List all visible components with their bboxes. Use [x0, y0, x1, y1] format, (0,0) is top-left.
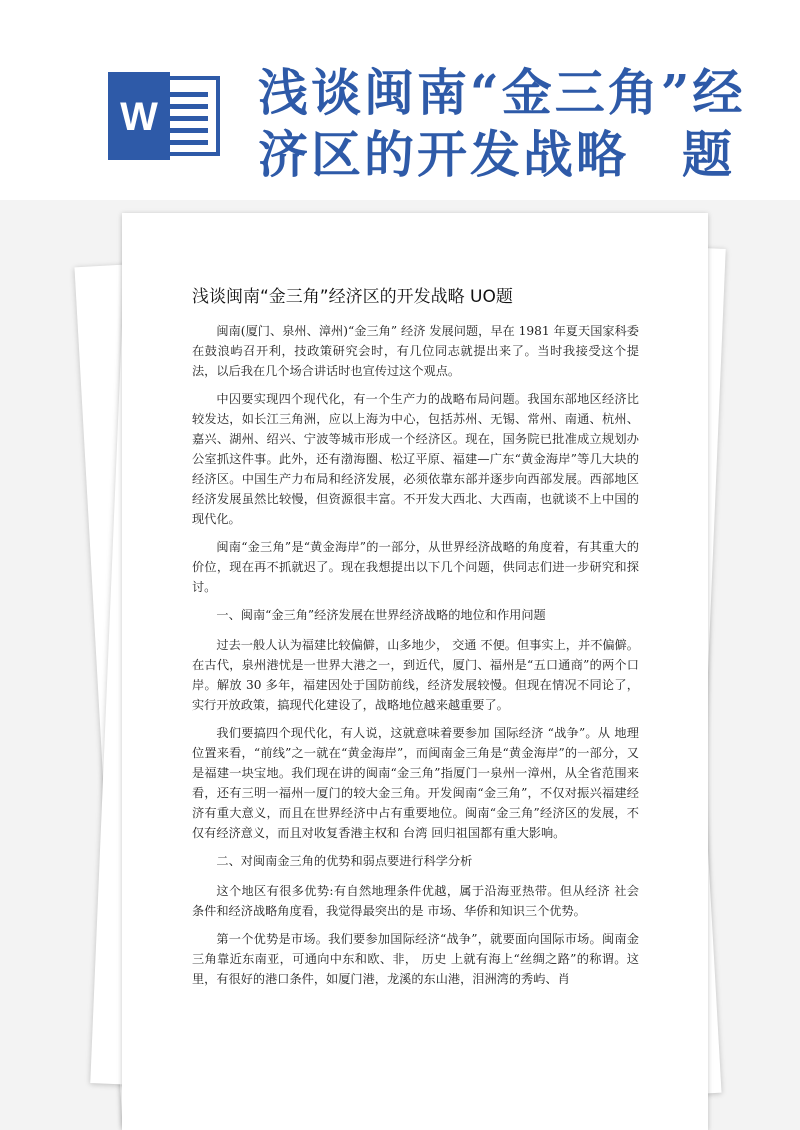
paragraph: 这个地区有很多优势:有自然地理条件优越，属于沿海亚热带。但从经济 社会 条件和经济战略角度看，我觉得最突出的是 市场、华侨和知识三个优势。 — [192, 884, 639, 918]
section-heading: 二、对闽南金三角的优势和弱点要进行科学分析 — [216, 854, 473, 868]
paragraph: 过去一般人认为福建比较偏僻，山多地少， 交通 不便。但事实上，并不偏僻。在古代，泉州港忧是一世界大港之一，到近代，厦门、福州是“五口通商”的两个口岸。解放 30 多年，福建因处于国防前线，经济发展较慢。但现在情况不同论了，实行开放政策，搞现代化建设了，战略地位越来越重要了。 — [192, 638, 639, 712]
section-heading: 一、闽南“金三角”经济发展在世界经济战略的地位和作用问题 — [216, 608, 546, 622]
header-area — [0, 0, 800, 200]
page-title-line-2: 济区的开发战略 题 — [258, 125, 735, 184]
paragraph: 闽南(厦门、泉州、漳州)“金三角” 经济 发展问题，早在 1981 年夏天国家科委在鼓浪屿召开利，技政策研究会时，有几位同志就提出来了。当时我接受这个提法，以后我在几个场合讲话时也宣传过这个观点。 — [192, 324, 639, 378]
word-document-icon — [106, 70, 222, 162]
document-page — [122, 213, 708, 1130]
document-body — [192, 321, 639, 997]
page-title-line-1: 浅谈闽南“金三角”经 — [258, 63, 746, 122]
paragraph: 我们要搞四个现代化，有人说，这就意味着要参加 国际经济 “战争”。从 地理 位置来看，“前线”之一就在“黄金海岸”，而闽南金三角是“黄金海岸”的一部分，又是福建一块宝地。我们现在讲的闽南“金三角”指厦门一泉州一漳州，从全省范围来看，还有三明一福州一厦门的较大金三角。开发闽南“金三角”，不仅对振兴福建经济有重大意义，而且在世界经济中占有重要地位。闽南“金三角”经济区的发展，不仅有经济意义，而且对收复香港主权和 台湾 回归祖国都有重大影响。 — [192, 726, 639, 840]
document-title: 浅谈闽南“金三角”经济区的开发战略 UO题 — [192, 287, 513, 307]
paragraph: 第一个优势是市场。我们要参加国际经济“战争”，就要面向国际市场。闽南金三角靠近东南亚，可通向中东和欧、非， 历史 上就有海上“丝绸之路”的称谓。这里，有很好的港口条件，如厦门港，龙溪的东山港，泪洲湾的秀屿、肖 — [192, 932, 639, 986]
paragraph: 中囚要实现四个现代化，有一个生产力的战略布局问题。我国东部地区经济比较发达，如长江三角洲，应以上海为中心，包括苏州、无锡、常州、南通、杭州、嘉兴、湖州、绍兴、宁波等城市形成一个经济区。现在，国务院已批准成立规划办公室抓这件事。此外，还有渤海圈、松辽平原、福建—广东“黄金海岸”等几大块的经济区。中国生产力布局和经济发展，必须依靠东部并逐步向西部发展。西部地区经济发展虽然比较慢，但资源很丰富。不开发大西北、大西南，也就谈不上中国的现代化。 — [192, 392, 639, 526]
paragraph: 闽南“金三角”是“黄金海岸”的一部分，从世界经济战略的角度着，有其重大的价位，现在再不抓就迟了。现在我想提出以下几个问题，供同志们进一步研究和探讨。 — [192, 540, 639, 594]
word-icon-letter: W — [120, 95, 158, 139]
page-title — [258, 62, 778, 186]
